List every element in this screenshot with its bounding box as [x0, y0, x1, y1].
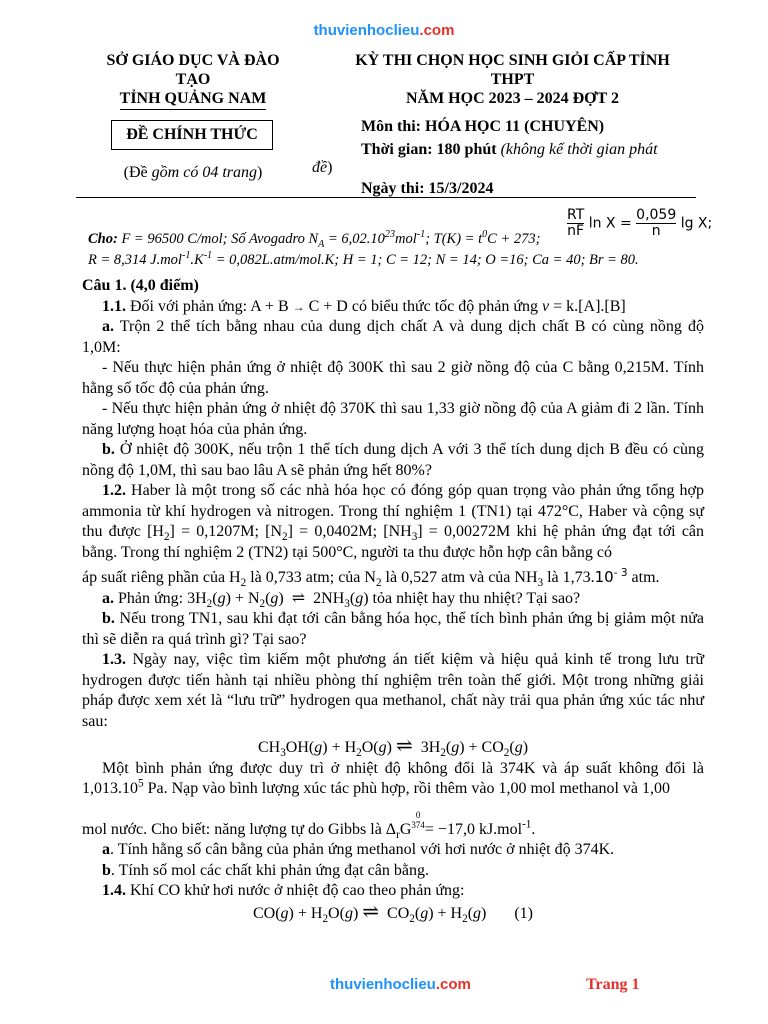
department-block — [88, 51, 298, 110]
exam-title: KỲ THI CHỌN HỌC SINH GIỎI CẤP TỈNH — [355, 52, 670, 69]
q1-3-conditions: Một bình phản ứng được duy trì ở nhiệt độ không đổi là 374K và áp suất không đổi là 1,013.10$^5$ Pa. Nạp vào bình lượng xúc tác phù hợp, rồi thêm vào 1,00 mol methanol và 1,00 — [82, 759, 704, 797]
site-name: thuvienhoclieu — [313, 22, 420, 39]
given-constants: Cho: F = 96500 C/mol; Số Avogadro $N_A = 6,02.10^{23}mol^{-1}$; $T(K) = t^0C + 273$; R = 8,314 $J.mol^{-1}.K^{-1} = 0,082L.atm/mol.K$; H = 1; C = 12; N = 14; O =16; Ca = 40; Br = 80. — [88, 229, 639, 268]
department-line2: TẠO — [175, 71, 211, 88]
school-year: NĂM HỌC 2023 – 2024 ĐỢT 2 — [405, 90, 620, 107]
q1-4-intro: 1.4. Khí CO khử hơi nước ở nhiệt độ cao theo phản ứng: — [102, 882, 465, 899]
time-line: Thời gian: 180 phút (không kể thời gian phát — [361, 141, 658, 158]
department-line1: SỞ GIÁO DỤC VÀ ĐÀO — [106, 52, 280, 69]
time-line-cont: đề) — [312, 159, 333, 176]
q1-2-pressures: áp suất riêng phần của $H_2$ là 0,733 atm; của $N_2$ là 0,527 atm và của $NH_3$ là $1,73.10^{- 3}$ atm. — [82, 567, 660, 590]
q1-1b: b. Ở nhiệt độ 300K, nếu trộn 1 thể tích dung dịch A với 3 thể tích dung dịch B đều có cùng nồng độ 1,0M, thì sau bao lâu A sẽ phản ứng hết 80%? — [82, 441, 704, 479]
page-count-note: (Đề gồm có 04 trang) — [123, 164, 263, 181]
co-equation: $CO(g) + H_2O(g)$ ⇌ $CO_2(g) + H_2(g)$ (1) — [252, 900, 533, 925]
nernst-formula: $\frac{RT}{nF}$ ln X = $\frac{0,059}{n}$ lg X; — [567, 207, 713, 239]
page-number: Trang 1 — [586, 976, 640, 993]
exam-date: Ngày thi: 15/3/2024 — [361, 180, 494, 197]
q1-3-gibbs: mol nước. Cho biết: năng lượng tự do Gibbs là $\Delta_rG0$ 374= −17,0 kJ.mol$^{-1}$. — [82, 809, 536, 841]
q1-3a: a. Tính hằng số cân bằng của phản ứng methanol với hơi nước ở nhiệt độ 374K. — [102, 841, 615, 858]
site-header[interactable] — [0, 22, 768, 39]
q1-1-intro: 1.1. Đối với phản ứng: A + B → C + D có biểu thức tốc độ phản ứng v = k.[A].[B] — [102, 297, 626, 315]
header-divider — [76, 197, 696, 198]
q1-2b: b. Nếu trong TN1, sau khi đạt tới cân bằng hóa học, thể tích bình phản ứng bị giảm một nửa thì sẽ diễn ra quá trình gì? Tại sao? — [82, 610, 704, 648]
methanol-equation: $CH_3OH(g) + H_2O(g)$ ⇌ $3H_2(g) + CO_2(g)$ — [257, 735, 529, 760]
q1-1a-i: - Nếu thực hiện phản ứng ở nhiệt độ 300K thì sau 2 giờ nồng độ của C bằng 0,215M. Tính hằng số tốc độ của phản ứng. — [82, 359, 704, 397]
footer-site-name: thuvienhoclieu — [330, 976, 436, 993]
question-heading: Câu 1. (4,0 điểm) — [82, 277, 199, 294]
q1-3b: b. Tính số mol các chất khi phản ứng đạt cân bằng. — [102, 861, 429, 879]
footer-site-tld: .com — [435, 976, 471, 993]
exam-title-2: THPT — [490, 71, 535, 88]
q1-2a: a. Phản ứng: $3H_2(g) + N_2(g)$ ⇌ $2NH_3(g)$ tỏa nhiệt hay thu nhiệt? Tại sao? — [102, 589, 581, 610]
site-footer[interactable] — [330, 976, 471, 993]
q1-1a: a. Trộn 2 thể tích bằng nhau của dung dịch chất A và dung dịch chất B có cùng nồng độ 1,0M: — [82, 318, 704, 356]
q1-3-intro: 1.3. Ngày nay, việc tìm kiếm một phương án tiết kiệm và hiệu quả kinh tế trong lưu trữ hydrogen được tiến hành tại nhiều phòng thí nghiệm trên toàn thế giới. Một trong những giải pháp được xem xét là “lưu trữ” hydrogen qua methanol, chất này trải qua phản ứng xúc tác như sau: — [82, 651, 704, 730]
q1-2-intro: 1.2. Haber là một trong số các nhà hóa học có đóng góp quan trọng vào phản ứng tổng hợp ammonia từ khí hydrogen và nitrogen. Trong thí nghiệm 1 (TN1) tại 472°C, Haber và cộng sự thu được $[H_2] = 0,1207M$; $[N_2] = 0,0402M$; $[NH_3] = 0,00272M$ khi hệ phản ứng đạt tới cân bằng. Trong thí nghiệm 2 (TN2) tại 500°C, người ta thu được hỗn hợp cân bằng có — [82, 482, 705, 561]
subject-line: Môn thi: HÓA HỌC 11 (CHUYÊN) — [361, 118, 605, 135]
q1-1a-ii: - Nếu thực hiện phản ứng ở nhiệt độ 370K thì sau 1,33 giờ nồng độ của A giảm đi 2 lần. Tính năng lượng hoạt hóa của phản ứng. — [82, 400, 704, 438]
exam-title-block — [330, 51, 695, 108]
official-exam-box: ĐỀ CHÍNH THỨC — [111, 120, 273, 150]
province: TỈNH QUẢNG NAM — [120, 89, 267, 110]
question-1-body — [82, 276, 704, 924]
site-tld: .com — [419, 22, 455, 39]
